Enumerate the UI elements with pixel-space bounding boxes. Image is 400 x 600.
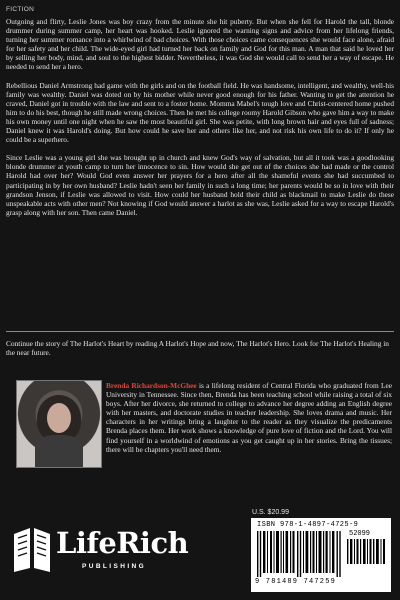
publisher-tagline: PUBLISHING xyxy=(82,563,147,570)
blurb-paragraph: Rebellious Daniel Armstrong had game with the girls and on the football field. He was handsome, intelligent, and wealthy, well-his family was wealthy. Daniel was doted on by his mother while never good enough for his father. Wanting to get the attention he craved, Daniel got in trouble with the law and sent to a foster home. Momma Mabel's tough love and Christ-centered home pushed him to do his best, though he still made wrong choices. Then he met his college roomy Harold Gibson who gave him a way to make his own money until one night when he saw the most beautiful girl. She was petite, with long brown hair and eyes full of sadness; Daniel knew it was Harold's doing. But how could he save her and others like her, and not risk his own life to do it? If only he could be a superhero. xyxy=(6,80,394,145)
author-bio xyxy=(106,381,392,454)
section-divider xyxy=(6,331,394,332)
author-shoulders xyxy=(35,435,83,467)
book-logo-icon xyxy=(10,524,54,574)
blurb-paragraph: Since Leslie was a young girl she was brought up in church and knew God's way of salvation, but all it took was a goodlooking blonde drummer at youth camp to turn her innocence to sin. How would she get out of the choices she had made or the control Harold had over her? Would God even answer her prayers for a hero after all the shameful events she had succumbed to participating in by her own husband? Leslie hadn't seen her family in such a long time; her parents would be so in love with their grandson Jenson, if Leslie was allowed to visit. How could her husband hold their child as blackmail to make Leslie do these unspeakable acts with other men? Not knowing if God would answer a harlot as she was, Leslie asked for a way to escape Harold's grasp along with her son. Then came Daniel. xyxy=(6,153,394,217)
author-bio-text: is a lifelong resident of Central Florida who graduated from Lee University in Tennessee. Since then, Brenda has been teaching school while raising a total of six boys. After her divorce, she returned to college to advance her degree adding an English degree with her masters, and doctorate studies in teacher leadership. She loves drama and music. Her characters in her writings bring a laughter to the reader as they visualize the predicaments Brenda places them. Her work shows a knowledge of pure love of fiction and the Lord. You will find yourself in a worldwind of emotions as you get caught up in her stories. Bring the tissues; there will be chapters you'll need them. xyxy=(106,381,392,454)
author-photo xyxy=(16,380,102,468)
price-label: U.S. $20.99 xyxy=(252,509,289,516)
author-face xyxy=(47,403,71,433)
price-addon-bars xyxy=(347,539,387,585)
ean-number: 9 781489 747259 xyxy=(255,578,337,586)
isbn-number: ISBN 978-1-4897-4725-9 xyxy=(257,521,359,529)
publisher-logo xyxy=(8,518,189,588)
author-name: Brenda Richardson-McGhee xyxy=(106,381,197,390)
price-addon-number: 52099 xyxy=(349,530,371,538)
barcode xyxy=(251,518,391,592)
ean-barcode-bars xyxy=(257,531,341,577)
series-note: Continue the story of The Harlot's Heart by reading A Harlot's Hope and now, The Harlot's Hero. Look for The Harlot's Healing in the near future. xyxy=(6,339,389,358)
back-cover-blurb xyxy=(6,17,394,226)
publisher-name: LifeRich xyxy=(56,526,189,560)
blurb-paragraph: Outgoing and flirty, Leslie Jones was boy crazy from the minute she hit puberty. But when she fell for Harold the tall, blonde drummer during summer camp, her heart was hooked. Leslie ignored the warning signs and advice from her lifelong friends, turning her summer romance into a whirlwind of bad choices. With those choices came consequences she would face alone, afraid for her safety and her child. The wide-eyed girl had turned her back on family and God for this man. A man that said he loved her by selling her body, mind, and soul to the highest bidder. Nevertheless, it was God she would call to send her a way of escape. He needed to send her a hero. xyxy=(6,17,394,72)
genre-label: FICTION xyxy=(6,6,35,13)
